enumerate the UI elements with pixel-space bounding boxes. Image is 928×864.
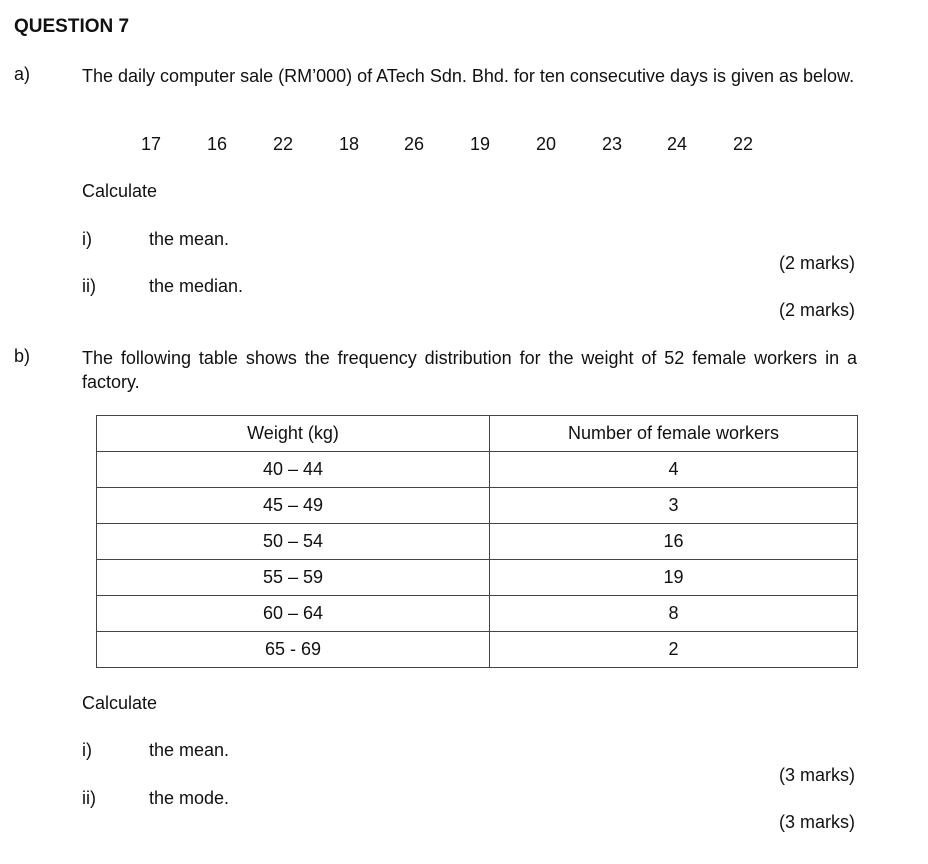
- part-b-item-1-num: i): [82, 740, 92, 760]
- part-a-item-1-text: the mean.: [149, 229, 230, 249]
- table-header-row: [97, 416, 858, 452]
- sales-value: 24: [666, 134, 688, 154]
- workers-cell: 2: [490, 632, 858, 668]
- workers-cell: 4: [490, 452, 858, 488]
- part-b-item-2-text: the mode.: [149, 788, 230, 808]
- part-a-item-1-marks: (2 marks): [779, 253, 855, 273]
- table-row: [97, 560, 858, 596]
- workers-cell: 16: [490, 524, 858, 560]
- part-b-item-2-num: ii): [82, 788, 96, 808]
- sales-value: 17: [140, 134, 162, 154]
- weight-cell: 45 – 49: [97, 488, 490, 524]
- table-row: [97, 632, 858, 668]
- part-a-calculate: Calculate: [82, 181, 158, 201]
- part-b-text: The following table shows the frequency distribution for the weight of 52 female workers in a factory.: [82, 348, 857, 392]
- part-b-item-1-text: the mean.: [149, 740, 230, 760]
- weight-cell: 65 - 69: [97, 632, 490, 668]
- sales-value: 23: [601, 134, 623, 154]
- table-row: [97, 452, 858, 488]
- weight-cell: 60 – 64: [97, 596, 490, 632]
- sales-value: 22: [272, 134, 294, 154]
- weight-cell: 50 – 54: [97, 524, 490, 560]
- table-row: [97, 488, 858, 524]
- part-a-item-1-num: i): [82, 229, 92, 249]
- question-title: QUESTION 7: [14, 16, 130, 37]
- sales-value: 22: [732, 134, 754, 154]
- table-row: [97, 596, 858, 632]
- part-b-item-1-marks: (3 marks): [779, 765, 855, 785]
- sales-value: 16: [206, 134, 228, 154]
- header-weight: Weight (kg): [97, 416, 490, 452]
- part-a-item-2-marks: (2 marks): [779, 300, 855, 320]
- sales-value: 26: [403, 134, 425, 154]
- part-a-item-2-text: the median.: [149, 276, 244, 296]
- part-b-label: b): [14, 346, 31, 366]
- frequency-table: [96, 415, 858, 668]
- sales-value: 20: [535, 134, 557, 154]
- sales-value: 18: [338, 134, 360, 154]
- weight-cell: 55 – 59: [97, 560, 490, 596]
- table-row: [97, 524, 858, 560]
- sales-value: 19: [469, 134, 491, 154]
- part-b-calculate: Calculate: [82, 693, 158, 713]
- workers-cell: 19: [490, 560, 858, 596]
- workers-cell: 3: [490, 488, 858, 524]
- part-b-item-2-marks: (3 marks): [779, 812, 855, 832]
- part-a-text: The daily computer sale (RM’000) of ATech Sdn. Bhd. for ten consecutive days is given as below.: [82, 66, 855, 86]
- part-a-label: a): [14, 64, 31, 84]
- weight-cell: 40 – 44: [97, 452, 490, 488]
- header-workers: Number of female workers: [490, 416, 858, 452]
- workers-cell: 8: [490, 596, 858, 632]
- part-a-item-2-num: ii): [82, 276, 96, 296]
